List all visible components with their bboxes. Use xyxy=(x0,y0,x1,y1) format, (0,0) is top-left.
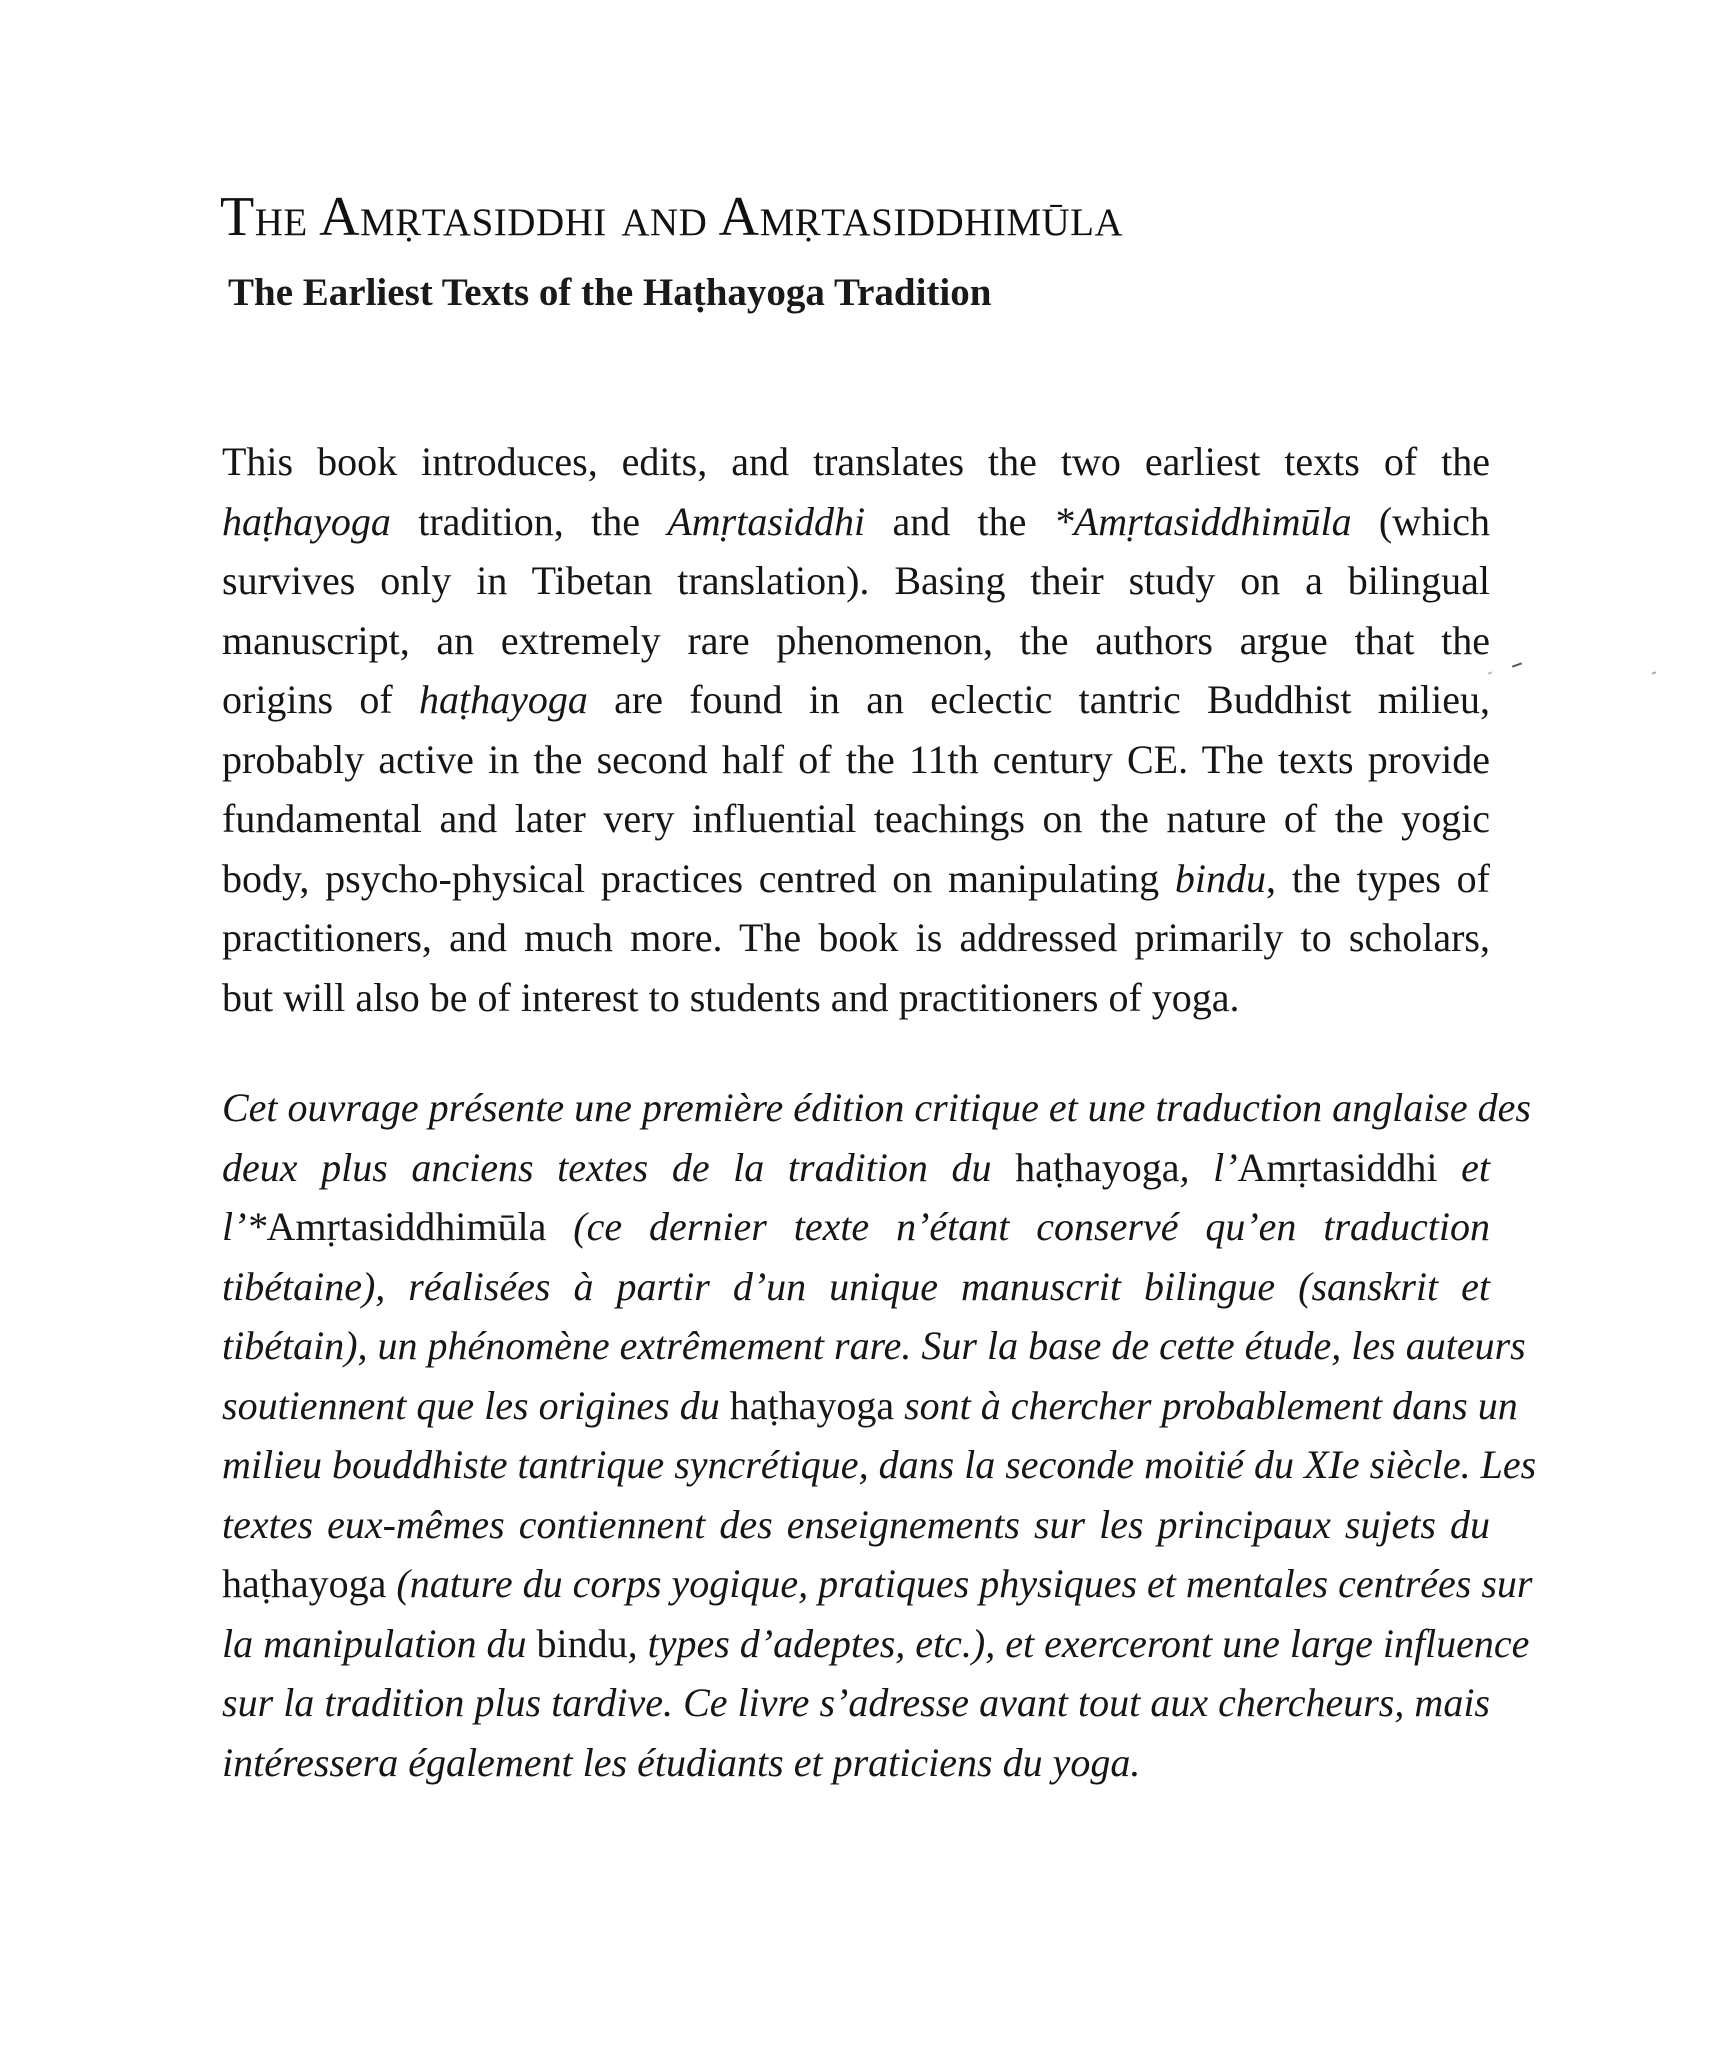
term-hathayoga: haṭhayoga xyxy=(1015,1144,1180,1190)
title-amrtasiddhi: Amṛtasiddhi xyxy=(667,498,866,544)
french-blurb-line: deux plus anciens textes de la tradition du haṭhayoga, l’Amṛtasiddhi et xyxy=(222,1144,1490,1190)
book-subtitle: The Earliest Texts of the Haṭhayoga Tradition xyxy=(228,271,992,314)
french-blurb-line: textes eux-mêmes contiennent des enseignements sur les principaux sujets du xyxy=(222,1501,1490,1547)
title-amrtasiddhi: Amṛtasiddhi xyxy=(1237,1144,1438,1190)
french-blurb-line: tibétaine), réalisées à partir d’un unique manuscrit bilingue (sanskrit et xyxy=(222,1263,1490,1309)
term-bindu: bindu xyxy=(536,1620,628,1666)
term-hathayoga: haṭhayoga xyxy=(222,498,391,544)
scan-speck xyxy=(1488,671,1492,674)
term-hathayoga: haṭhayoga xyxy=(418,677,588,722)
french-blurb xyxy=(222,1078,1537,1792)
french-blurb-line: Cet ouvrage présente une première édition critique et une traduction anglaise des xyxy=(222,1085,1531,1130)
scan-speck xyxy=(1512,662,1522,667)
term-hathayoga: haṭhayoga xyxy=(222,1561,387,1606)
french-blurb-line: la manipulation du bindu, types d’adeptes, etc.), et exerceront une large influence xyxy=(222,1620,1530,1666)
french-blurb-line: tibétain), un phénomène extrêmement rare. Sur la base de cette étude, les auteurs xyxy=(222,1323,1526,1368)
book-title: The Amṛtasiddhi and Amṛtasiddhimūla xyxy=(220,186,1124,248)
english-blurb-line: origins of haṭhayoga are found in an eclectic tantric Buddhist milieu, xyxy=(222,677,1490,722)
english-blurb-line: survives only in Tibetan translation). Basing their study on a bilingual xyxy=(222,558,1490,603)
term-bindu: bindu xyxy=(1174,855,1267,901)
french-blurb-line: sur la tradition plus tardive. Ce livre s’adresse avant tout aux chercheurs, mais xyxy=(222,1680,1490,1725)
century-numeral: XIe xyxy=(1304,1442,1360,1487)
title-amrtasiddhimula: Amṛtasiddhimūla xyxy=(266,1204,547,1249)
term-hathayoga: haṭhayoga xyxy=(729,1382,895,1428)
english-blurb-line: haṭhayoga tradition, the Amṛtasiddhi and the *Amṛtasiddhimūla (which xyxy=(222,498,1490,544)
english-blurb-line: practitioners, and much more. The book is addressed primarily to scholars, xyxy=(222,915,1490,960)
french-blurb-line: milieu bouddhiste tantrique syncrétique, dans la seconde moitié du XIe siècle. Les xyxy=(222,1442,1537,1487)
english-blurb-line: This book introduces, edits, and translates the two earliest texts of the xyxy=(222,439,1490,484)
scan-speck xyxy=(1652,671,1656,674)
french-blurb-line: intéressera également les étudiants et praticiens du yoga. xyxy=(222,1739,1141,1785)
french-blurb-line: l’*Amṛtasiddhimūla (ce dernier texte n’étant conservé qu’en traduction xyxy=(222,1204,1490,1249)
english-blurb-line: manuscript, an extremely rare phenomenon, the authors argue that the xyxy=(222,617,1490,663)
english-blurb xyxy=(222,432,1490,1027)
english-blurb-line: fundamental and later very influential teachings on the nature of the yogic xyxy=(222,796,1490,841)
english-blurb-line: probably active in the second half of the 11th century CE. The texts provide xyxy=(222,736,1490,782)
french-blurb-line: haṭhayoga (nature du corps yogique, pratiques physiques et mentales centrées sur xyxy=(222,1561,1533,1606)
english-blurb-line: body, psycho-physical practices centred on manipulating bindu, the types of xyxy=(222,855,1491,901)
english-blurb-line: but will also be of interest to students and practitioners of yoga. xyxy=(222,974,1240,1020)
french-blurb-line: soutiennent que les origines du haṭhayoga sont à chercher probablement dans un xyxy=(222,1382,1518,1428)
title-amrtasiddhimula: *Amṛtasiddhimūla xyxy=(1053,498,1352,544)
